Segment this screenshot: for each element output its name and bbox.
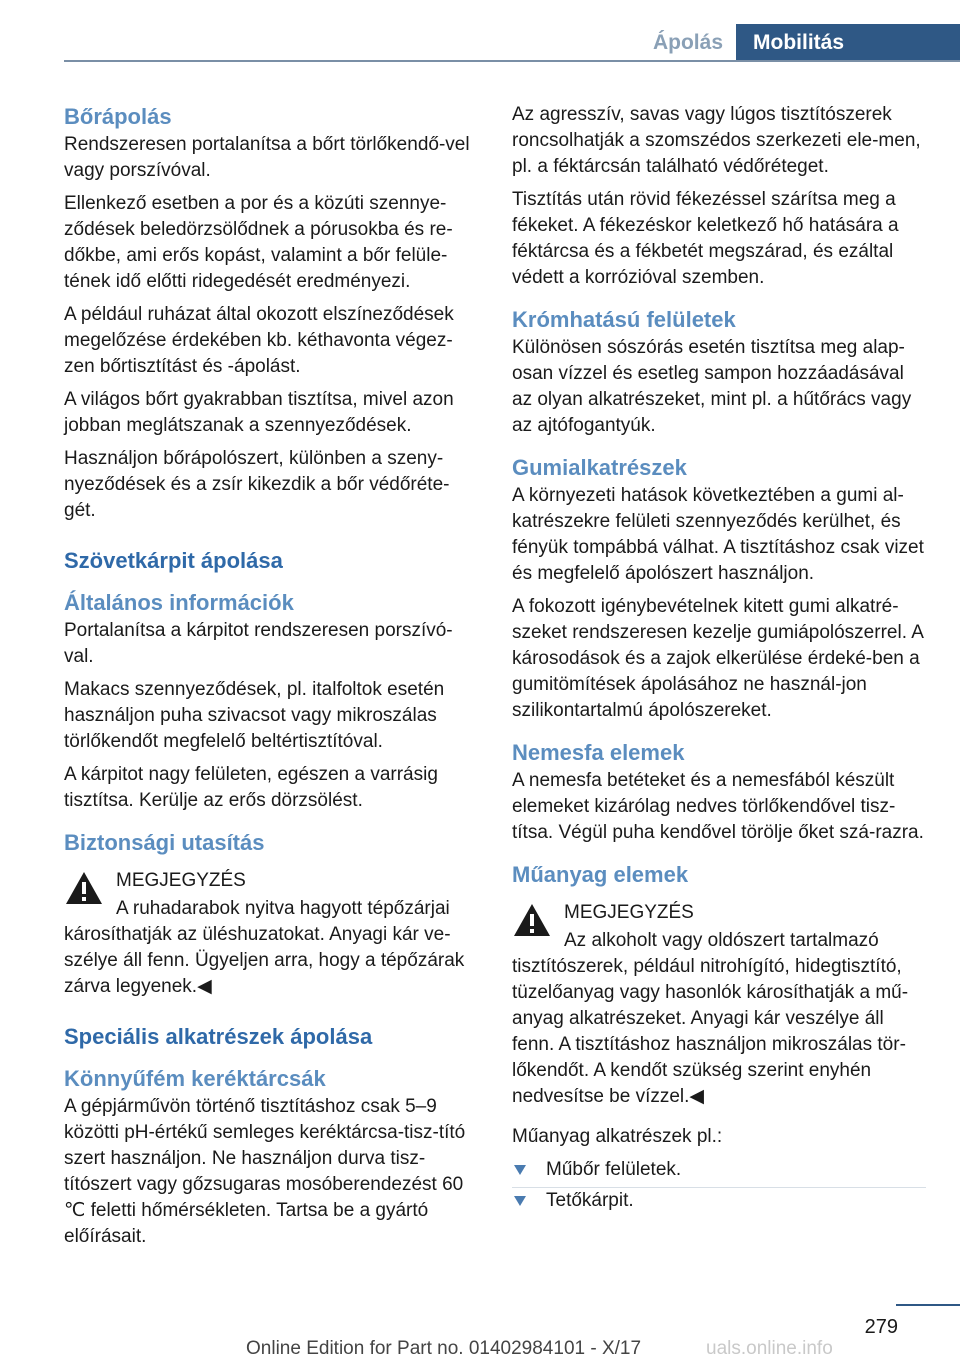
warning-icon [512,902,552,938]
paragraph: A például ruházat által okozott elszíneződések megelőzése érdekében kb. kéthavonta végez-zen bőrtisztítást és -ápolást. [64,304,454,377]
warning-icon [64,870,104,906]
warning-note [512,900,926,1110]
paragraph: A kárpitot nagy felületen, egészen a varrásig tisztítsa. Kerülje az erős dörzsölést. [64,764,438,811]
paragraph: Különösen sószórás esetén tisztítsa meg alap-osan vízzel és esetleg sampon hozzáadásával az olyan alkatrészeket, mint pl. a hűtőrács vagy az ajtófogantyúk. [512,337,912,436]
paragraph: A világos bőrt gyakrabban tisztítsa, mivel azon jobban meglátszanak a szennyeződések. [64,389,454,436]
paragraph: Rendszeresen portalanítsa a bőrt törlőkendő-vel vagy porszívóval. [64,134,470,181]
heading-special-parts: Speciális alkatrészek ápolása [64,1024,373,1049]
warning-note [64,868,478,1000]
warning-text: A ruhadarabok nyitva hagyott tépőzárjai károsíthatják az üléshuzatokat. Anyagi kár ve-szélye áll fenn. Ügyeljen arra, hogy a tépőzárak zárva legyenek.◀ [64,898,465,997]
footer-accent-line [896,1304,960,1306]
paragraph: Portalanítsa a kárpitot rendszeresen porszívó-val. [64,620,453,667]
list-item [512,1157,926,1183]
tab-mobilitas[interactable]: Mobilitás [736,24,960,62]
list-item-text: Tetőkárpit. [546,1190,634,1211]
paragraph: Műanyag alkatrészek pl.: [512,1126,723,1147]
heading-rubber: Gumialkatrészek [512,455,687,480]
paragraph: Tisztítás után rövid fékezéssel szárítsa meg a fékeket. A fékezéskor keletkező hő hatására a féktárcsa és a fékbetét megszárad, és ezáltal védett a korrózióval szemben. [512,189,899,288]
tab-apolas[interactable]: Ápolás [652,31,723,54]
heading-fine-wood: Nemesfa elemek [512,740,685,765]
paragraph: Ellenkező esetben a por és a közúti szennye-ződések beledörzsölődnek a pórusokba és re-dőkbe, ami erős kopást, valamint a bőr felüle-tének idő előtti ridegedését eredményezi. [64,193,453,292]
header-divider [64,60,960,62]
heading-safety: Biztonsági utasítás [64,830,265,855]
heading-chrome: Krómhatású felületek [512,307,736,332]
triangle-bullet-icon [514,1165,526,1175]
paragraph: A környezeti hatások következtében a gumi al-katrészekre felületi szennyeződés kerülhet, és fényük tompábbá válhat. A tisztításhoz csak vizet és megfelelő ápolószert használjon. [512,485,924,584]
heading-general-info: Általános információk [64,590,294,615]
warning-title: MEGJEGYZÉS [116,870,246,891]
paragraph: A gépjárművön történő tisztításhoz csak 5–9 közötti pH-értékű semleges keréktárcsa-tisz-tító szert használjon. Ne használjon durva tisz-títószert vagy gőzsugaras mosóberendezést 60 ℃ feletti hőmérsékleten. Tartsa be a gyártó előírásait. [64,1096,466,1247]
warning-text: Az alkoholt vagy oldószert tartalmazó tisztítószerek, például nitrohígító, hidegtisztító, tüzelőanyag vagy hasonlók károsíthatják a mű-anyag alkatrészeket. Anyagi kár veszélye áll fenn. A tisztításhoz használjon mikroszálas tör-lőkendőt. A kendőt szükség szerint enyhén nedvesítse be vízzel.◀ [512,930,909,1107]
left-column [64,102,478,1257]
paragraph: Makacs szennyeződések, pl. italfoltok esetén használjon puha szivacsot vagy mikroszálas törlőkendőt megfelelő beltértisztítóval. [64,679,445,752]
paragraph: A nemesfa betéteket és a nemesfából készült elemeket kizárólag nedves törlőkendővel tisz-títsa. Végül puha kendővel törölje őket szá-razra. [512,770,924,843]
watermark: uals.online.info [706,1338,833,1359]
footer-edition: Online Edition for Part no. 01402984101 - X/17 [246,1338,642,1359]
paragraph: A fokozott igénybevételnek kitett gumi alkatré-szeket rendszeresen kezelje gumiápolószerrel. A károsodások és a zajok elkerülése érdeké-ben a gumitömítések ápolásához ne használ-jon szilikontartalmú ápolószereket. [512,596,923,721]
page-number: 279 [864,1316,898,1338]
triangle-bullet-icon [514,1196,526,1206]
warning-title: MEGJEGYZÉS [564,902,694,923]
heading-fabric-care: Szövetkárpit ápolása [64,548,283,573]
paragraph: Használjon bőrápolószert, különben a szeny-nyeződések és a zsír kikezdik a bőr védőréte-gét. [64,448,450,521]
heading-plastic: Műanyag elemek [512,862,689,887]
right-column [512,102,926,1219]
list-item-text: Műbőr felületek. [546,1159,682,1180]
paragraph: Az agresszív, savas vagy lúgos tisztítószerek roncsolhatják a szomszédos szerkezeti ele-men, pl. a féktárcsán található védőréteget. [512,104,921,177]
bullet-list [512,1157,926,1214]
heading-leather-care: Bőrápolás [64,104,172,129]
list-item [512,1188,926,1214]
heading-alloy-wheels: Könnyűfém keréktárcsák [64,1066,326,1091]
